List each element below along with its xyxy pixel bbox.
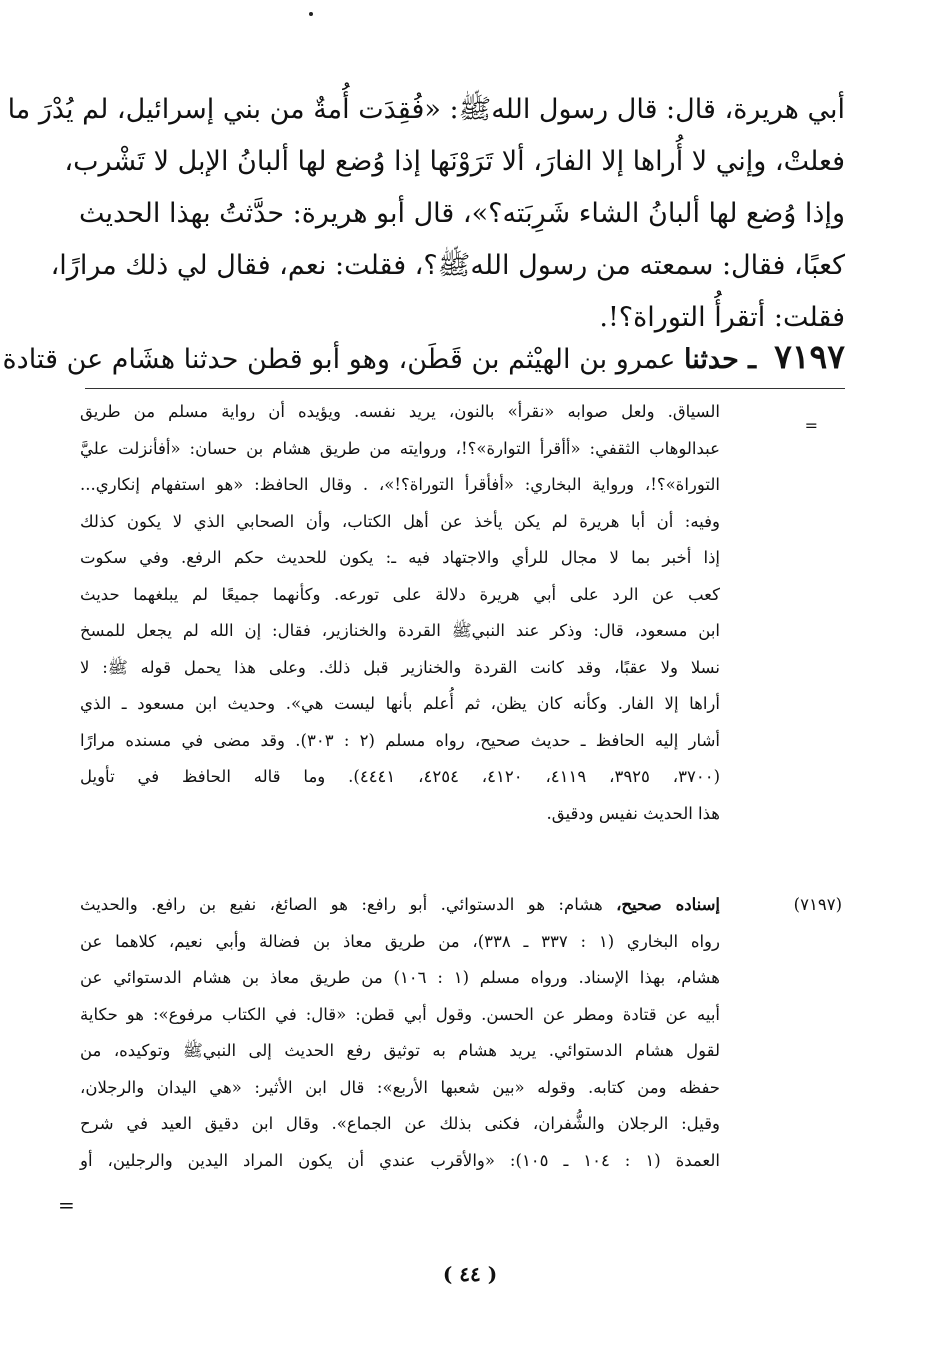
hadith-heading — [2, 332, 845, 382]
footnote-block — [80, 887, 720, 1179]
commentary-line: أراها إلا الفار. وكأنه كان يظن، ثم أُعلم بأنها ليست هي». وحديث ابن مسعود ـ الذي — [80, 694, 720, 713]
main-text-block — [7, 84, 845, 344]
main-text-line: أبي هريرة، قال: قال رسول اللهﷺ: «فُقِدَت أُمةٌ من بني إسرائيل، لم يُدْرَ ما — [7, 94, 845, 125]
main-text-line: كعبًا، فقال: سمعته من رسول اللهﷺ؟، فقلت: نعم، فقال لي ذلك مرارًا، — [50, 250, 845, 281]
hadith-text: عمرو بن الهيْثم بن قَطَن، وهو أبو قطن حدثنا هشَام عن قتادة — [2, 344, 676, 375]
commentary-line: (٣٧٠٠، ٣٩٢٥، ٤١١٩، ٤١٢٠، ٤٢٥٤، ٤٤٤١). وما قاله الحافظ في تأويل — [80, 767, 720, 786]
footnote-number: (٧١٩٧) — [793, 895, 842, 914]
commentary-line: هذا الحديث نفيس ودقيق. — [546, 803, 720, 823]
footnote-line: رواه البخاري (١ : ٣٣٧ ـ ٣٣٨)، من طريق معاذ بن فضالة وأبي نعيم، كلاهما عن — [80, 931, 720, 951]
hadith-number: ٧١٩٧ — [774, 337, 845, 376]
commentary-line: عبدالوهاب الثقفي: «أأقرأ التوارة»؟!، وروايته من طريق هشام بن حسان: «أفأنزلت عليَّ — [80, 438, 720, 458]
page-number: ( ٤٤ ) — [442, 1262, 498, 1286]
commentary-line: إذا أخبر بما لا مجال للرأي والاجتهاد فيه ـ: يكون للحديث حكم الرفع. وفي سكوت — [80, 548, 720, 567]
footnote-line: وقيل: الرجلان والشُّفران، فكنى بذلك عن الجماع». وقال ابن دقيق العيد في شرح — [80, 1114, 720, 1133]
footnote-line: حفظه ومن كتابه. وقوله «بين شعبها الأربع»: قال ابن الأثير: «هي اليدان والرجلان، — [80, 1077, 720, 1097]
commentary-line: وفيه: أن أبا هريرة لم يكن يأخذ عن أهل الكتاب، وأن الصحابي الذي لا يكون كذلك — [80, 511, 720, 531]
footnote-line: هشام، بهذا الإسناد. ورواه مسلم (١ : ١٠٦) من طريق معاذ بن هشام الدستوائي عن — [80, 968, 720, 987]
separator-rule — [85, 388, 845, 389]
commentary-line: التوراة»؟!، ورواية البخاري: «أفأقرأ التوراة؟!»، . وقال الحافظ: «هو استفهام إنكاري... — [80, 475, 720, 494]
footnote-line — [80, 887, 720, 924]
footnote-line: لقول هشام الدستوائي. يريد هشام به توثيق رفع الحديث إلى النبيﷺ وتوكيده، من — [80, 1041, 720, 1060]
footnote-label: إسناده صحيح، — [616, 895, 721, 914]
main-text-line: وإذا وُضع لها ألبانُ الشاء شَرِبَته؟»، قال أبو هريرة: حدَّثتُ بهذا الحديث — [79, 198, 845, 229]
hadith-keyword: حدثنا — [684, 344, 739, 375]
footnote-line: أبيه عن قتادة ومطر عن الحسن. وقول أبي قطن: «قال: في الكتاب مرفوع»: هو حكاية — [80, 1004, 720, 1024]
commentary-line: أشار إليه الحافظ ـ حديث صحيح، رواه مسلم (٢ : ٣٠٣). وقد مضى في مسنده مرارًا — [80, 730, 720, 750]
main-text-line: فقلت: أتقرأُ التوراة؟!. — [599, 302, 845, 333]
commentary-line: ابن مسعود، قال: وذكر عند النبيﷺ القردة والخنازير، فقال: إن الله لم يجعل للمسخ — [80, 621, 720, 640]
page-mark-dot — [309, 12, 313, 16]
commentary-block — [80, 394, 720, 832]
main-text-line: فعلتْ، وإني لا أُراها إلا الفارَ، ألا تَرَوْنَها إذا وُضع لها ألبانُ الإبل لا تَشْرب، — [64, 146, 845, 177]
footnote-first-line-text: هشام: هو الدستوائي. أبو رافع: هو الصائغ، نفيع بن رافع. والحديث — [80, 895, 603, 914]
footnote-line: العمدة (١ : ١٠٤ ـ ١٠٥): «والأقرب عندي أن يكون المراد اليدين والرجلين، أو — [80, 1150, 720, 1170]
commentary-line: نسلا ولا عقبًا، وقد كانت القردة والخنازير قبل ذلك. وعلى هذا يحمل قوله ﷺ: لا — [80, 657, 720, 677]
hadith-sep: ـ — [738, 344, 766, 375]
continuation-mark: = — [804, 416, 818, 435]
commentary-line: كعب عن الرد على أبي هريرة دلالة على تورعه. وكأنهما جميعًا لم يبلغهما حديث — [80, 584, 720, 604]
commentary-line: السياق. ولعل صوابه «نقرأ» بالنون، يريد نفسه. ويؤيده أن رواية مسلم من طريق — [80, 402, 720, 421]
footnote-continuation-mark: = — [58, 1193, 75, 1217]
